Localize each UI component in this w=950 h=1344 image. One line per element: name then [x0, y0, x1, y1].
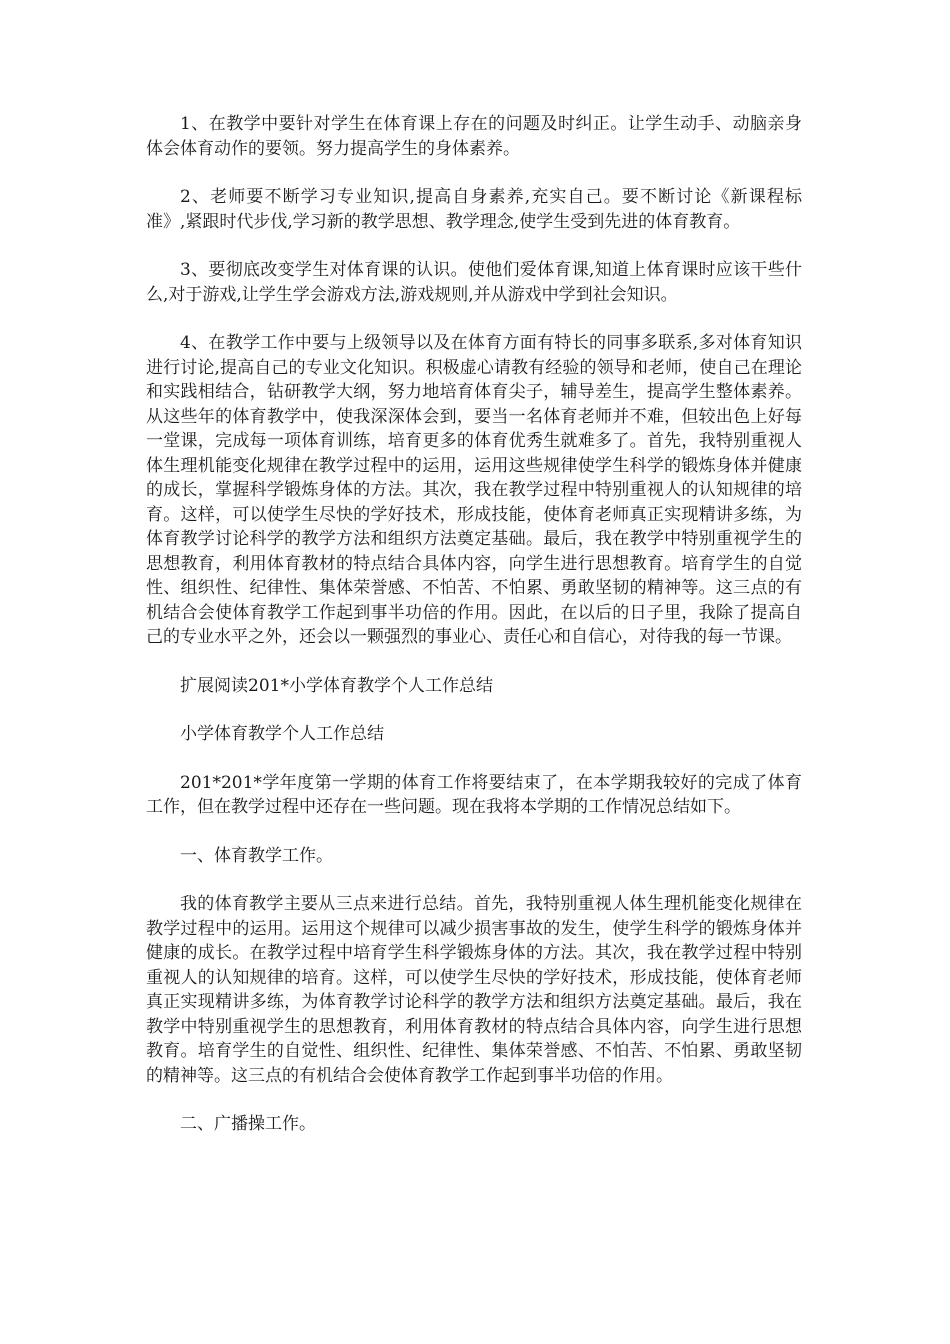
paragraph-item-3: 3、要彻底改变学生对体育课的认识。使他们爱体育课,知道上体育课时应该干些什么,对于游戏,让学生学会游戏方法,游戏规则,并从游戏中学到社会知识。 — [146, 260, 802, 305]
section-title: 小学体育教学个人工作总结 — [180, 724, 384, 744]
document-body — [146, 112, 802, 1161]
paragraph-item-2: 2、老师要不断学习专业知识,提高自身素养,充实自己。要不断讨论《新课程标准》,紧跟时代步伐,学习新的教学思想、教学理念,使学生受到先进的体育教育。 — [146, 187, 802, 232]
paragraph-item-1: 1、在教学中要针对学生在体育课上存在的问题及时纠正。让学生动手、动脑亲身体会体育动作的要领。努力提高学生的身体素养。 — [146, 114, 802, 159]
heading-broadcast-exercise: 二、广播操工作。 — [180, 1114, 316, 1134]
heading-teaching-work: 一、体育教学工作。 — [180, 845, 333, 866]
teaching-work-paragraph: 我的体育教学主要从三点来进行总结。首先，我特别重视人体生理机能变化规律在教学过程中的运用。运用这个规律可以减少损害事故的发生，使学生科学的锻炼身体并健康的成长。在教学过程中培育学生科学锻炼身体的方法。其次，我在教学过程中特别重视人的认知规律的培育。这样，可以使学生尽快的学好技术，形成技能，使体育老师真正实现精讲多练，为体育教学讨论科学的教学方法和组织方法奠定基础。最后，我在教学中特别重视学生的思想教育，利用体育教材的特点结合具体内容，向学生进行思想教育。培育学生的自觉性、组织性、纪律性、集体荣誉感、不怕苦、不怕累、勇敢坚韧的精神等。这三点的有机结合会使体育教学工作起到事半功倍的作用。 — [146, 894, 802, 1086]
summary-intro: 201*201*学年度第一学期的体育工作将要结束了，在本学期我较好的完成了体育工作，但在教学过程中还存在一些问题。现在我将本学期的工作情况总结如下。 — [146, 772, 802, 817]
extended-reading-title: 扩展阅读201*小学体育教学个人工作总结 — [180, 675, 493, 696]
paragraph-item-4: 4、在教学工作中要与上级领导以及在体育方面有特长的同事多联系,多对体育知识进行讨论,提高自己的专业文化知识。积极虚心请教有经验的领导和老师，使自己在理论和实践相结合，钻研教学大纲，努力地培育体育尖子，辅导差生，提高学生整体素养。从这些年的体育教学中，使我深深体会到，要当一名体育老师并不难，但较出色上好每一堂课，完成每一项体育训练，培育更多的体育优秀生就难多了。首先，我特别重视人体生理机能变化规律在教学过程中的运用，运用这些规律使学生科学的锻炼身体并健康的成长，掌握科学锻炼身体的方法。其次，我在教学过程中特别重视人的认知规律的培育。这样，可以使学生尽快的学好技术，形成技能，使体育老师真正实现精讲多练，为体育教学讨论科学的教学方法和组织方法奠定基础。最后，我在教学中特别重视学生的思想教育，利用体育教材的特点结合具体内容，向学生进行思想教育。培育学生的自觉性、组织性、纪律性、集体荣誉感、不怕苦、不怕累、勇敢坚韧的精神等。这三点的有机结合会使体育教学工作起到事半功倍的作用。因此，在以后的日子里，我除了提高自己的专业水平之外，还会以一颗强烈的事业心、责任心和自信心，对待我的每一节课。 — [146, 333, 802, 647]
